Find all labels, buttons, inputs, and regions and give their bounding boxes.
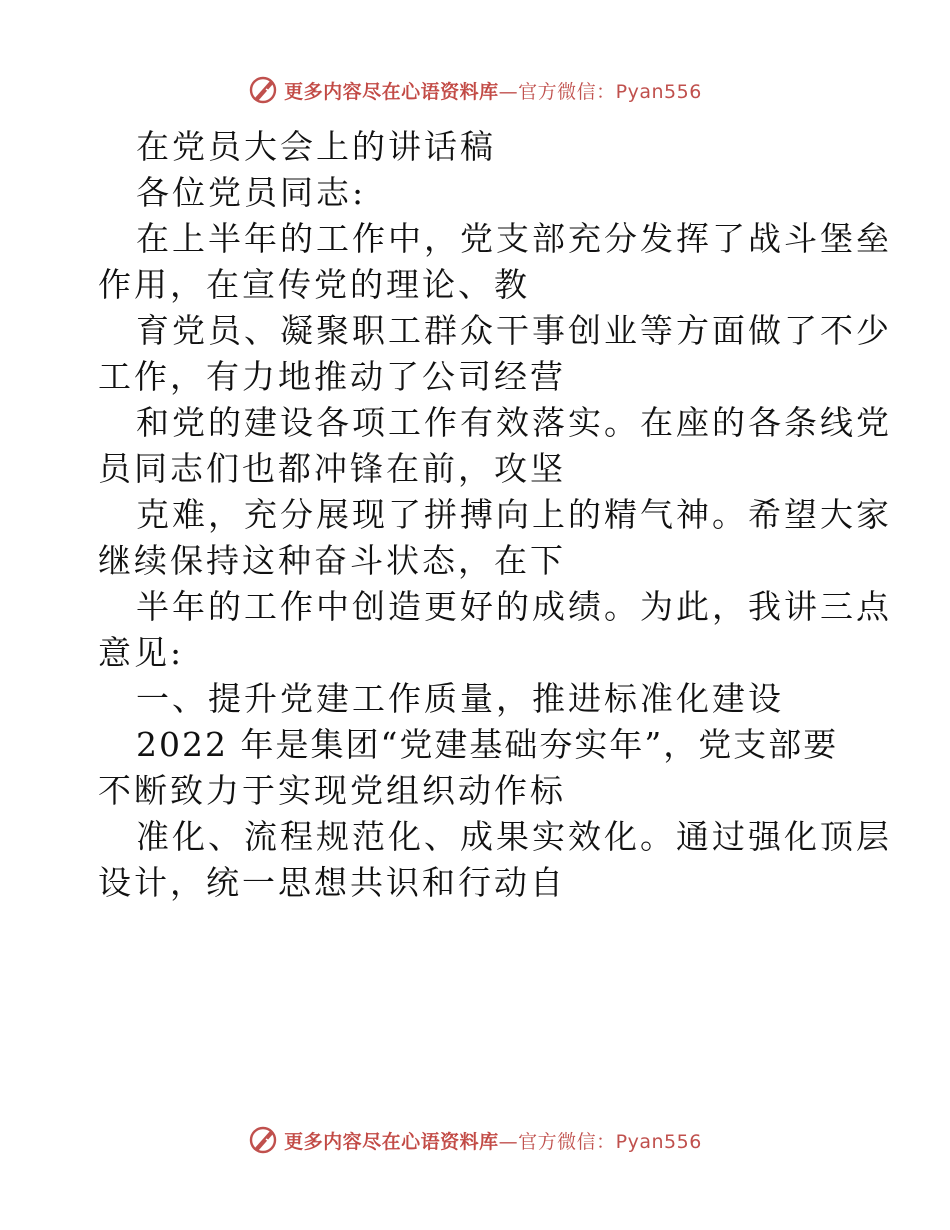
paragraph-line: 准化、流程规范化、成果实效化。通过强化顶层 [136,817,892,856]
paragraph-line: 不断致力于实现党组织动作标 [98,771,566,810]
paragraph-line: 继续保持这种奋斗状态，在下 [98,541,566,580]
paragraph-line: 意见: [98,633,185,672]
footer-watermark-text [284,1127,702,1154]
document-body [98,124,892,906]
quill-pen-logo-icon [248,1125,278,1155]
header-watermark-main: 更多内容尽在心语资料库 [284,80,499,103]
paragraph-line: 在上半年的工作中，党支部充分发挥了战斗堡垒 [136,219,892,258]
header-watermark-banner [0,70,950,110]
paragraph-line: 和党的建设各项工作有效落实。在座的各条线党 [136,403,892,442]
footer-watermark-main: 更多内容尽在心语资料库 [284,1130,499,1153]
paragraph-line: 育党员、凝聚职工群众干事创业等方面做了不少 [136,311,892,350]
header-watermark-contact: —官方微信：Pyan556 [498,80,702,103]
paragraph-line: 克难，充分展现了拼搏向上的精气神。希望大家 [136,495,892,534]
paragraph-line: 设计，统一思想共识和行动自 [98,863,566,902]
paragraph-line: 工作，有力地推动了公司经营 [98,357,566,396]
salutation: 各位党员同志: [136,173,367,212]
paragraph-line: 半年的工作中创造更好的成绩。为此，我讲三点 [136,587,892,626]
section-heading: 一、提升党建工作质量，推进标准化建设 [136,679,784,718]
paragraph-line: 作用，在宣传党的理论、教 [98,265,530,304]
quill-pen-logo-icon [248,75,278,105]
document-title: 在党员大会上的讲话稿 [136,127,496,166]
paragraph-line: 员同志们也都冲锋在前，攻坚 [98,449,566,488]
footer-watermark-contact: —官方微信：Pyan556 [498,1130,702,1153]
footer-watermark-banner [0,1120,950,1160]
paragraph-line: 2022 年是集团“党建基础夯实年”，党支部要 [136,725,839,764]
header-watermark-text [284,77,702,104]
